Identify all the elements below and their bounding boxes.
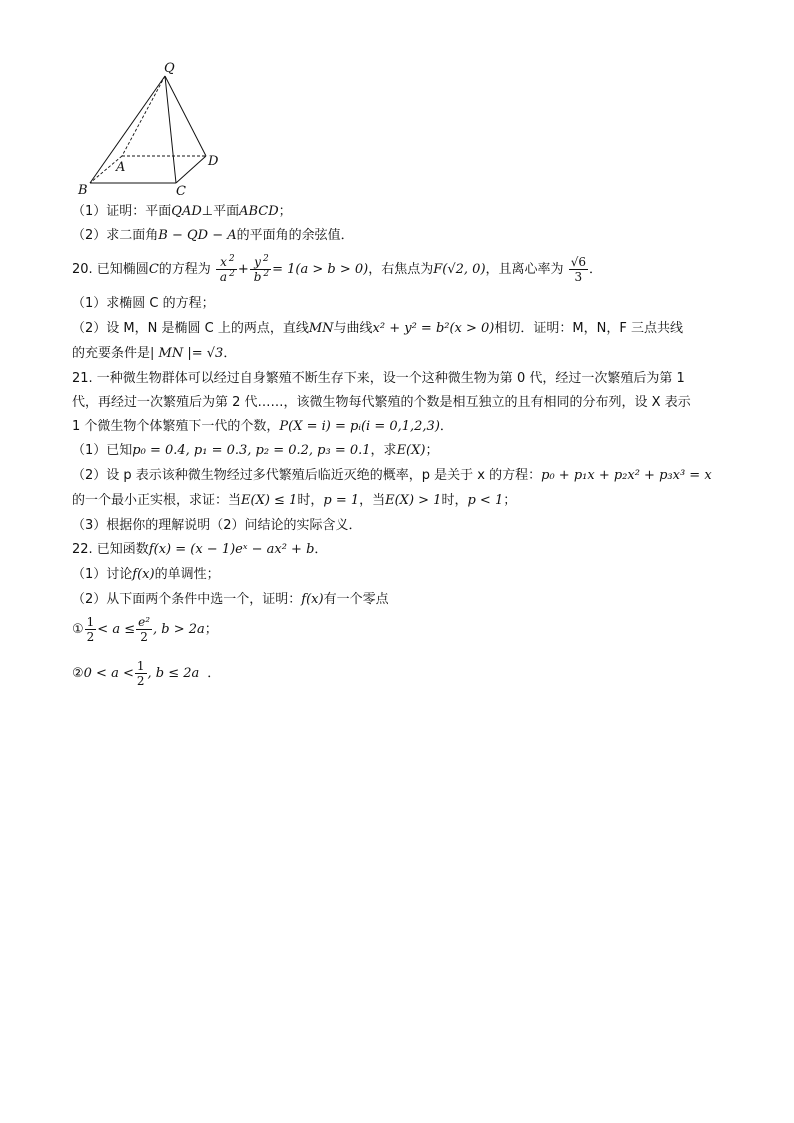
q21-part2-line1: [72, 466, 712, 486]
q21-line1: 21. 一种微生物群体可以经过自身繁殖不断生存下来，设一个这种微生物为第 0 代，经过一次繁殖后为第 1: [72, 371, 685, 386]
mn-length-cond: | MN |= √3: [150, 346, 224, 361]
q20-part2-line2: [72, 344, 236, 364]
half-num: 1: [86, 615, 95, 629]
plane-qad: QAD: [171, 204, 202, 219]
focus-f: F(√2, 0): [433, 262, 486, 277]
cond-ex-le-1: E(X) ≤ 1: [241, 493, 298, 508]
pyramid-figure: [70, 58, 240, 203]
q19-part2: [72, 226, 354, 246]
curve-eq: x² + y² = b²(x > 0): [372, 321, 495, 336]
q22-part1: [72, 565, 220, 585]
b-var: b: [253, 270, 262, 284]
c2-end: , b ≤ 2a: [147, 666, 200, 681]
label-d: D: [208, 154, 219, 169]
q22-p2-a: （2）从下面两个条件中选一个，证明：: [72, 592, 302, 607]
q20-p2-e: ．: [223, 346, 237, 361]
q20-dot: ．: [588, 262, 602, 277]
q20-p2-c: 相切．证明：M，N，F 三点共线: [494, 321, 683, 336]
q19-part1: [72, 202, 292, 222]
q21-part2-line2: [72, 491, 516, 511]
frac-half: [85, 615, 97, 644]
q22-p2-b: 有一个零点: [323, 592, 389, 607]
q22-condition2: [72, 658, 220, 690]
q19-p1-end: ；: [278, 204, 292, 219]
q20-part2-line1: [72, 319, 683, 339]
q21-line3: [72, 417, 453, 437]
q22-dot: ．: [314, 542, 328, 557]
q21-l3-a: 1 个微生物个体繁殖下一代的个数，: [72, 419, 280, 434]
c2-dot: ．: [207, 666, 221, 681]
q22-condition1: [72, 614, 218, 646]
q20-p2-b: 与曲线: [333, 321, 373, 336]
line-mn: MN: [308, 321, 334, 336]
half2-num: 1: [136, 659, 145, 673]
q21-p2-c: 时，: [297, 493, 324, 508]
q20-p2-a: （2）设 M，N 是椭圆 C 上的两点，直线: [72, 321, 309, 336]
edge-qb: [90, 76, 165, 183]
q21-p2-f: ；: [503, 493, 517, 508]
label-a: A: [116, 160, 126, 175]
q21-p1-b: ，求: [370, 443, 397, 458]
q20-ecc-text: ，且离心率为: [485, 262, 564, 277]
f-of-x-2: f(x): [301, 592, 324, 607]
extinction-eq: p₀ + p₁x + p₂x² + p₃x³ = x: [541, 468, 712, 483]
q22-part2: [72, 590, 389, 610]
c2-a: 0 < a <: [83, 666, 134, 681]
edge-cd: [176, 156, 206, 183]
frac-x2-a2: $\frac{x ^2}{a ^2}$: [216, 255, 237, 284]
ellipse-c: C: [148, 262, 159, 277]
q20-focus-text: ，右焦点为: [368, 262, 434, 277]
half2-den: 2: [136, 674, 145, 688]
c1-semi: ；: [204, 622, 218, 637]
edge-qa: [122, 76, 165, 156]
q21-p2-e: 时，: [441, 493, 468, 508]
f-of-x: f(x): [132, 567, 155, 582]
c1-mid: < a ≤: [97, 622, 136, 637]
q21-p1-c: ；: [425, 443, 439, 458]
circled-two: ②: [72, 666, 84, 681]
e2-den: 2: [140, 630, 148, 644]
e2-num: e²: [138, 615, 151, 629]
label-q: Q: [164, 61, 175, 76]
edge-qd: [165, 76, 206, 156]
y-var: y: [254, 255, 261, 269]
q21-p2-a: （2）设 p 表示该种微生物经过多代繁殖后临近灭绝的概率，p 是关于 x 的方程：: [72, 468, 542, 483]
q20-p2-d: 的充要条件是: [72, 346, 151, 361]
plane-abcd: ABCD: [239, 204, 279, 219]
q21-p2-d: ，当: [359, 493, 386, 508]
q21-l3-b: ．: [439, 419, 453, 434]
q19-p1-text: （1）证明：平面: [72, 204, 172, 219]
circled-one: ①: [72, 622, 84, 637]
ellipse-condition: = 1(a > b > 0): [272, 262, 369, 277]
eccentricity-frac: [569, 255, 588, 284]
q22-intro: 22. 已知函数: [72, 542, 149, 557]
expectation: E(X): [396, 443, 426, 458]
q21-part3: （3）根据你的理解说明（2）问结论的实际含义．: [72, 518, 362, 533]
q19-p2-end: 的平面角的余弦值．: [236, 228, 354, 243]
prob-values: p₀ = 0.4, p₁ = 0.3, p₂ = 0.2, p₃ = 0.1: [132, 443, 371, 458]
cond-ex-gt-1: E(X) > 1: [385, 493, 442, 508]
q21-p2-b: 的一个最小正实根，求证：当: [72, 493, 242, 508]
c1-end: , b > 2a: [153, 622, 205, 637]
frac-half-2: [135, 659, 147, 688]
q19-p2-text: （2）求二面角: [72, 228, 159, 243]
q20-part1: （1）求椭圆 C 的方程；: [72, 296, 215, 311]
q22-p1-b: 的单调性；: [154, 567, 220, 582]
label-b: B: [78, 183, 88, 198]
a-var: a: [219, 270, 228, 284]
frac-e2-half: [136, 615, 152, 644]
q20-intro: 20. 已知椭圆: [72, 262, 149, 277]
ecc-den: 3: [574, 270, 583, 284]
function-def: f(x) = (x − 1)eˣ − ax² + b: [148, 542, 315, 557]
frac-y2-b2: $\frac{y ^2}{b ^2}$: [250, 255, 271, 284]
dihedral-angle: B − QD − A: [158, 228, 237, 243]
perp-symbol: ⊥: [201, 204, 214, 219]
q20-stem: 20. 已知椭圆C的方程为 $\frac{x ^2}{a ^2}$ + $\frac{y ^2}{b ^2}$ = 1(a > b > 0)，右焦点为F(√2, 0)，且离心率为 $\frac{√6}{3}$ ．: [72, 254, 602, 284]
q22-p1-a: （1）讨论: [72, 567, 133, 582]
ecc-num: √6: [570, 255, 586, 269]
x-var: x: [220, 255, 227, 269]
q21-part1: [72, 441, 438, 461]
result-p-lt-1: p < 1: [467, 493, 504, 508]
distribution-eq: P(X = i) = pᵢ(i = 0,1,2,3): [279, 419, 440, 434]
label-c: C: [176, 184, 186, 199]
half-den: 2: [86, 630, 95, 644]
q20-eq-label: 的方程为: [158, 262, 211, 277]
q22-stem: [72, 540, 327, 560]
q19-p1-mid: 平面: [213, 204, 240, 219]
q21-p1-a: （1）已知: [72, 443, 133, 458]
result-p-eq-1: p = 1: [323, 493, 360, 508]
q21-line2: 代，再经过一次繁殖后为第 2 代……，该微生物每代繁殖的个数是相互独立的且有相同的分布列，设 X 表示: [72, 395, 691, 410]
edge-qc: [165, 76, 176, 183]
